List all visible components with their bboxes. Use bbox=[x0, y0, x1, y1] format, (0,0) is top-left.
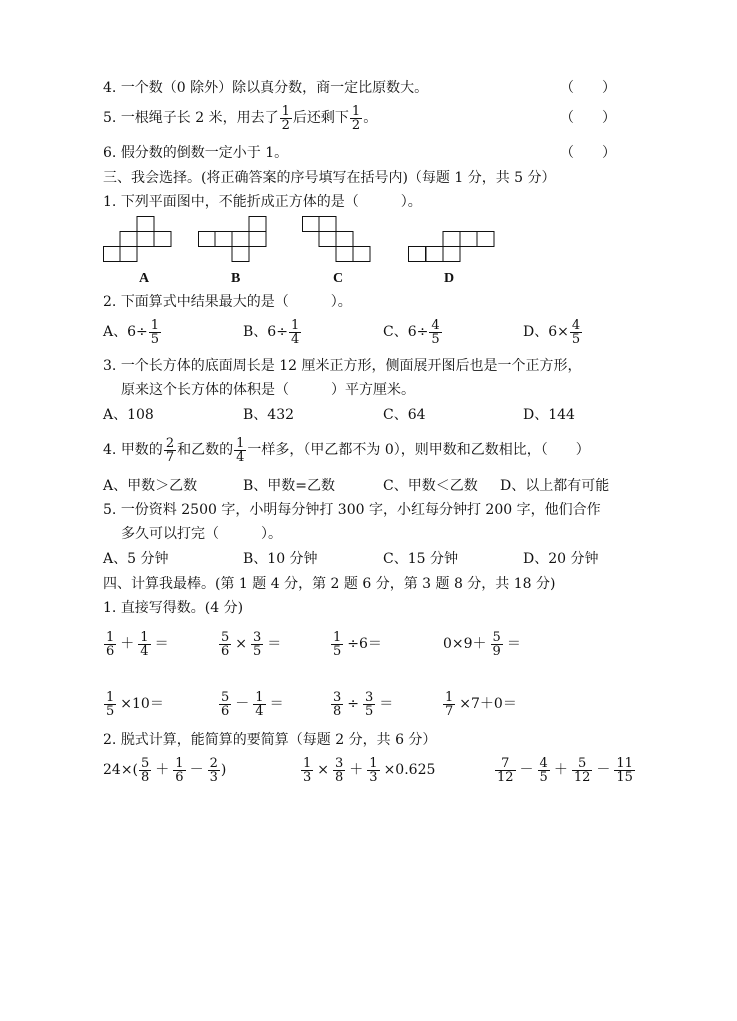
cube-net-b bbox=[198, 216, 272, 264]
choice-q5-line2: 多久可以打完（ ）。 bbox=[121, 526, 282, 542]
fraction: $\frac{1}{2}$ bbox=[281, 103, 290, 133]
cube-net-d bbox=[408, 216, 500, 264]
net-label-a: A bbox=[139, 271, 150, 286]
q5-option-a[interactable]: A、5 分钟 bbox=[103, 551, 169, 567]
q4-option-a[interactable]: A、甲数＞乙数 bbox=[103, 478, 198, 494]
tf-item-5: 5. 一根绳子长 2 米，用去了 $\frac{1}{2}$ 后还剩下 $\frac{1}{2}$ 。 bbox=[103, 103, 378, 133]
tf-answer-blank-5[interactable]: （ ） bbox=[560, 110, 616, 126]
fraction: $\frac{1}{4}$ bbox=[290, 317, 300, 347]
calc-expr-8: $\frac{1}{7}$ ×7＋0＝ bbox=[445, 689, 517, 719]
choice-q3: 3. 一个长方体的底面周长是 12 厘米正方形，侧面展开图后也是一个正方形， bbox=[103, 358, 582, 374]
calc-q1: 1. 直接写得数。(4 分) bbox=[103, 600, 244, 616]
q3-option-b[interactable]: B、432 bbox=[243, 407, 295, 423]
q3-option-c[interactable]: C、64 bbox=[383, 407, 426, 423]
q4-option-d[interactable]: D、以上都有可能 bbox=[500, 478, 610, 494]
q3-option-d[interactable]: D、144 bbox=[523, 407, 575, 423]
tf-item-6: 6. 假分数的倒数一定小于 1。 bbox=[103, 145, 289, 161]
q5-option-c[interactable]: C、15 分钟 bbox=[383, 551, 458, 567]
fraction: $\frac{2}{7}$ bbox=[165, 435, 175, 465]
section-3-title: 三、我会选择。(将正确答案的序号填写在括号内)（每题 1 分，共 5 分） bbox=[103, 170, 556, 186]
choice-q3-line2: 原来这个长方体的体积是（ ）平方厘米。 bbox=[121, 382, 415, 398]
fraction: $\frac{4}{5}$ bbox=[571, 317, 581, 347]
choice-q2: 2. 下面算式中结果最大的是（ ）。 bbox=[103, 294, 352, 310]
fraction: $\frac{1}{2}$ bbox=[351, 103, 361, 133]
cube-net-a bbox=[103, 216, 175, 264]
fraction: $\frac{4}{5}$ bbox=[431, 317, 440, 347]
calc-expr-7: $\frac{3}{8}$ ÷ $\frac{3}{5}$ ＝ bbox=[333, 689, 394, 719]
q3-option-a[interactable]: A、108 bbox=[103, 407, 154, 423]
q4-option-b[interactable]: B、甲数=乙数 bbox=[243, 478, 336, 494]
calc2-expr-2: $\frac{1}{3}$ × $\frac{3}{8}$ ＋ $\frac{1}{3}$ ×0.625 bbox=[303, 755, 436, 785]
q2-option-a[interactable]: A、6÷ $\frac{1}{5}$ bbox=[103, 317, 160, 347]
q4-option-c[interactable]: C、甲数＜乙数 bbox=[383, 478, 478, 494]
net-label-b: B bbox=[231, 271, 241, 286]
calc-expr-3: $\frac{1}{5}$ ÷6＝ bbox=[333, 629, 382, 659]
cube-net-c bbox=[302, 216, 374, 264]
calc-expr-2: $\frac{5}{6}$ × $\frac{3}{5}$ ＝ bbox=[221, 629, 282, 659]
section-4-title: 四、计算我最棒。(第 1 题 4 分，第 2 题 6 分，第 3 题 8 分，共 18 分) bbox=[103, 576, 556, 592]
tf-answer-blank-4[interactable]: （ ） bbox=[560, 80, 616, 96]
calc-q2: 2. 脱式计算，能简算的要简算（每题 2 分，共 6 分） bbox=[103, 732, 437, 748]
q2-option-b[interactable]: B、6÷ $\frac{1}{4}$ bbox=[243, 317, 300, 347]
q5-option-b[interactable]: B、10 分钟 bbox=[243, 551, 318, 567]
calc2-expr-3: $\frac{7}{12}$ － $\frac{4}{5}$ ＋ $\frac{5}{12}$ － $\frac{11}{15}$ bbox=[497, 755, 633, 785]
choice-q1: 1. 下列平面图中，不能折成正方体的是（ ）。 bbox=[103, 194, 422, 210]
calc2-expr-1: 24×( $\frac{5}{8}$ ＋ $\frac{1}{6}$ － $\frac{2}{3}$ ) bbox=[103, 755, 227, 785]
net-label-c: C bbox=[333, 271, 344, 286]
calc-expr-5: $\frac{1}{5}$ ×10＝ bbox=[106, 689, 164, 719]
fraction: $\frac{1}{4}$ bbox=[236, 435, 245, 465]
calc-expr-6: $\frac{5}{6}$ － $\frac{1}{4}$ ＝ bbox=[221, 689, 284, 719]
tf-answer-blank-6[interactable]: （ ） bbox=[560, 145, 616, 161]
choice-q4: 4. 甲数的 $\frac{2}{7}$ 和乙数的 $\frac{1}{4}$ 一样多，（甲乙都不为 0），则甲数和乙数相比，（ ） bbox=[103, 435, 590, 465]
fraction: $\frac{1}{5}$ bbox=[150, 317, 160, 347]
q5-option-d[interactable]: D、20 分钟 bbox=[523, 551, 599, 567]
tf-item-4: 4. 一个数（0 除外）除以真分数，商一定比原数大。 bbox=[103, 80, 429, 96]
net-label-d: D bbox=[444, 271, 455, 286]
calc-expr-1: $\frac{1}{6}$ ＋ $\frac{1}{4}$ ＝ bbox=[106, 629, 169, 659]
choice-q5: 5. 一份资料 2500 字，小明每分钟打 300 字，小红每分钟打 200 字，他们合作 bbox=[103, 502, 601, 518]
q2-option-c[interactable]: C、6÷ $\frac{4}{5}$ bbox=[383, 317, 440, 347]
q2-option-d[interactable]: D、6× $\frac{4}{5}$ bbox=[523, 317, 581, 347]
calc-expr-4: 0×9＋ $\frac{5}{9}$ ＝ bbox=[443, 629, 521, 659]
